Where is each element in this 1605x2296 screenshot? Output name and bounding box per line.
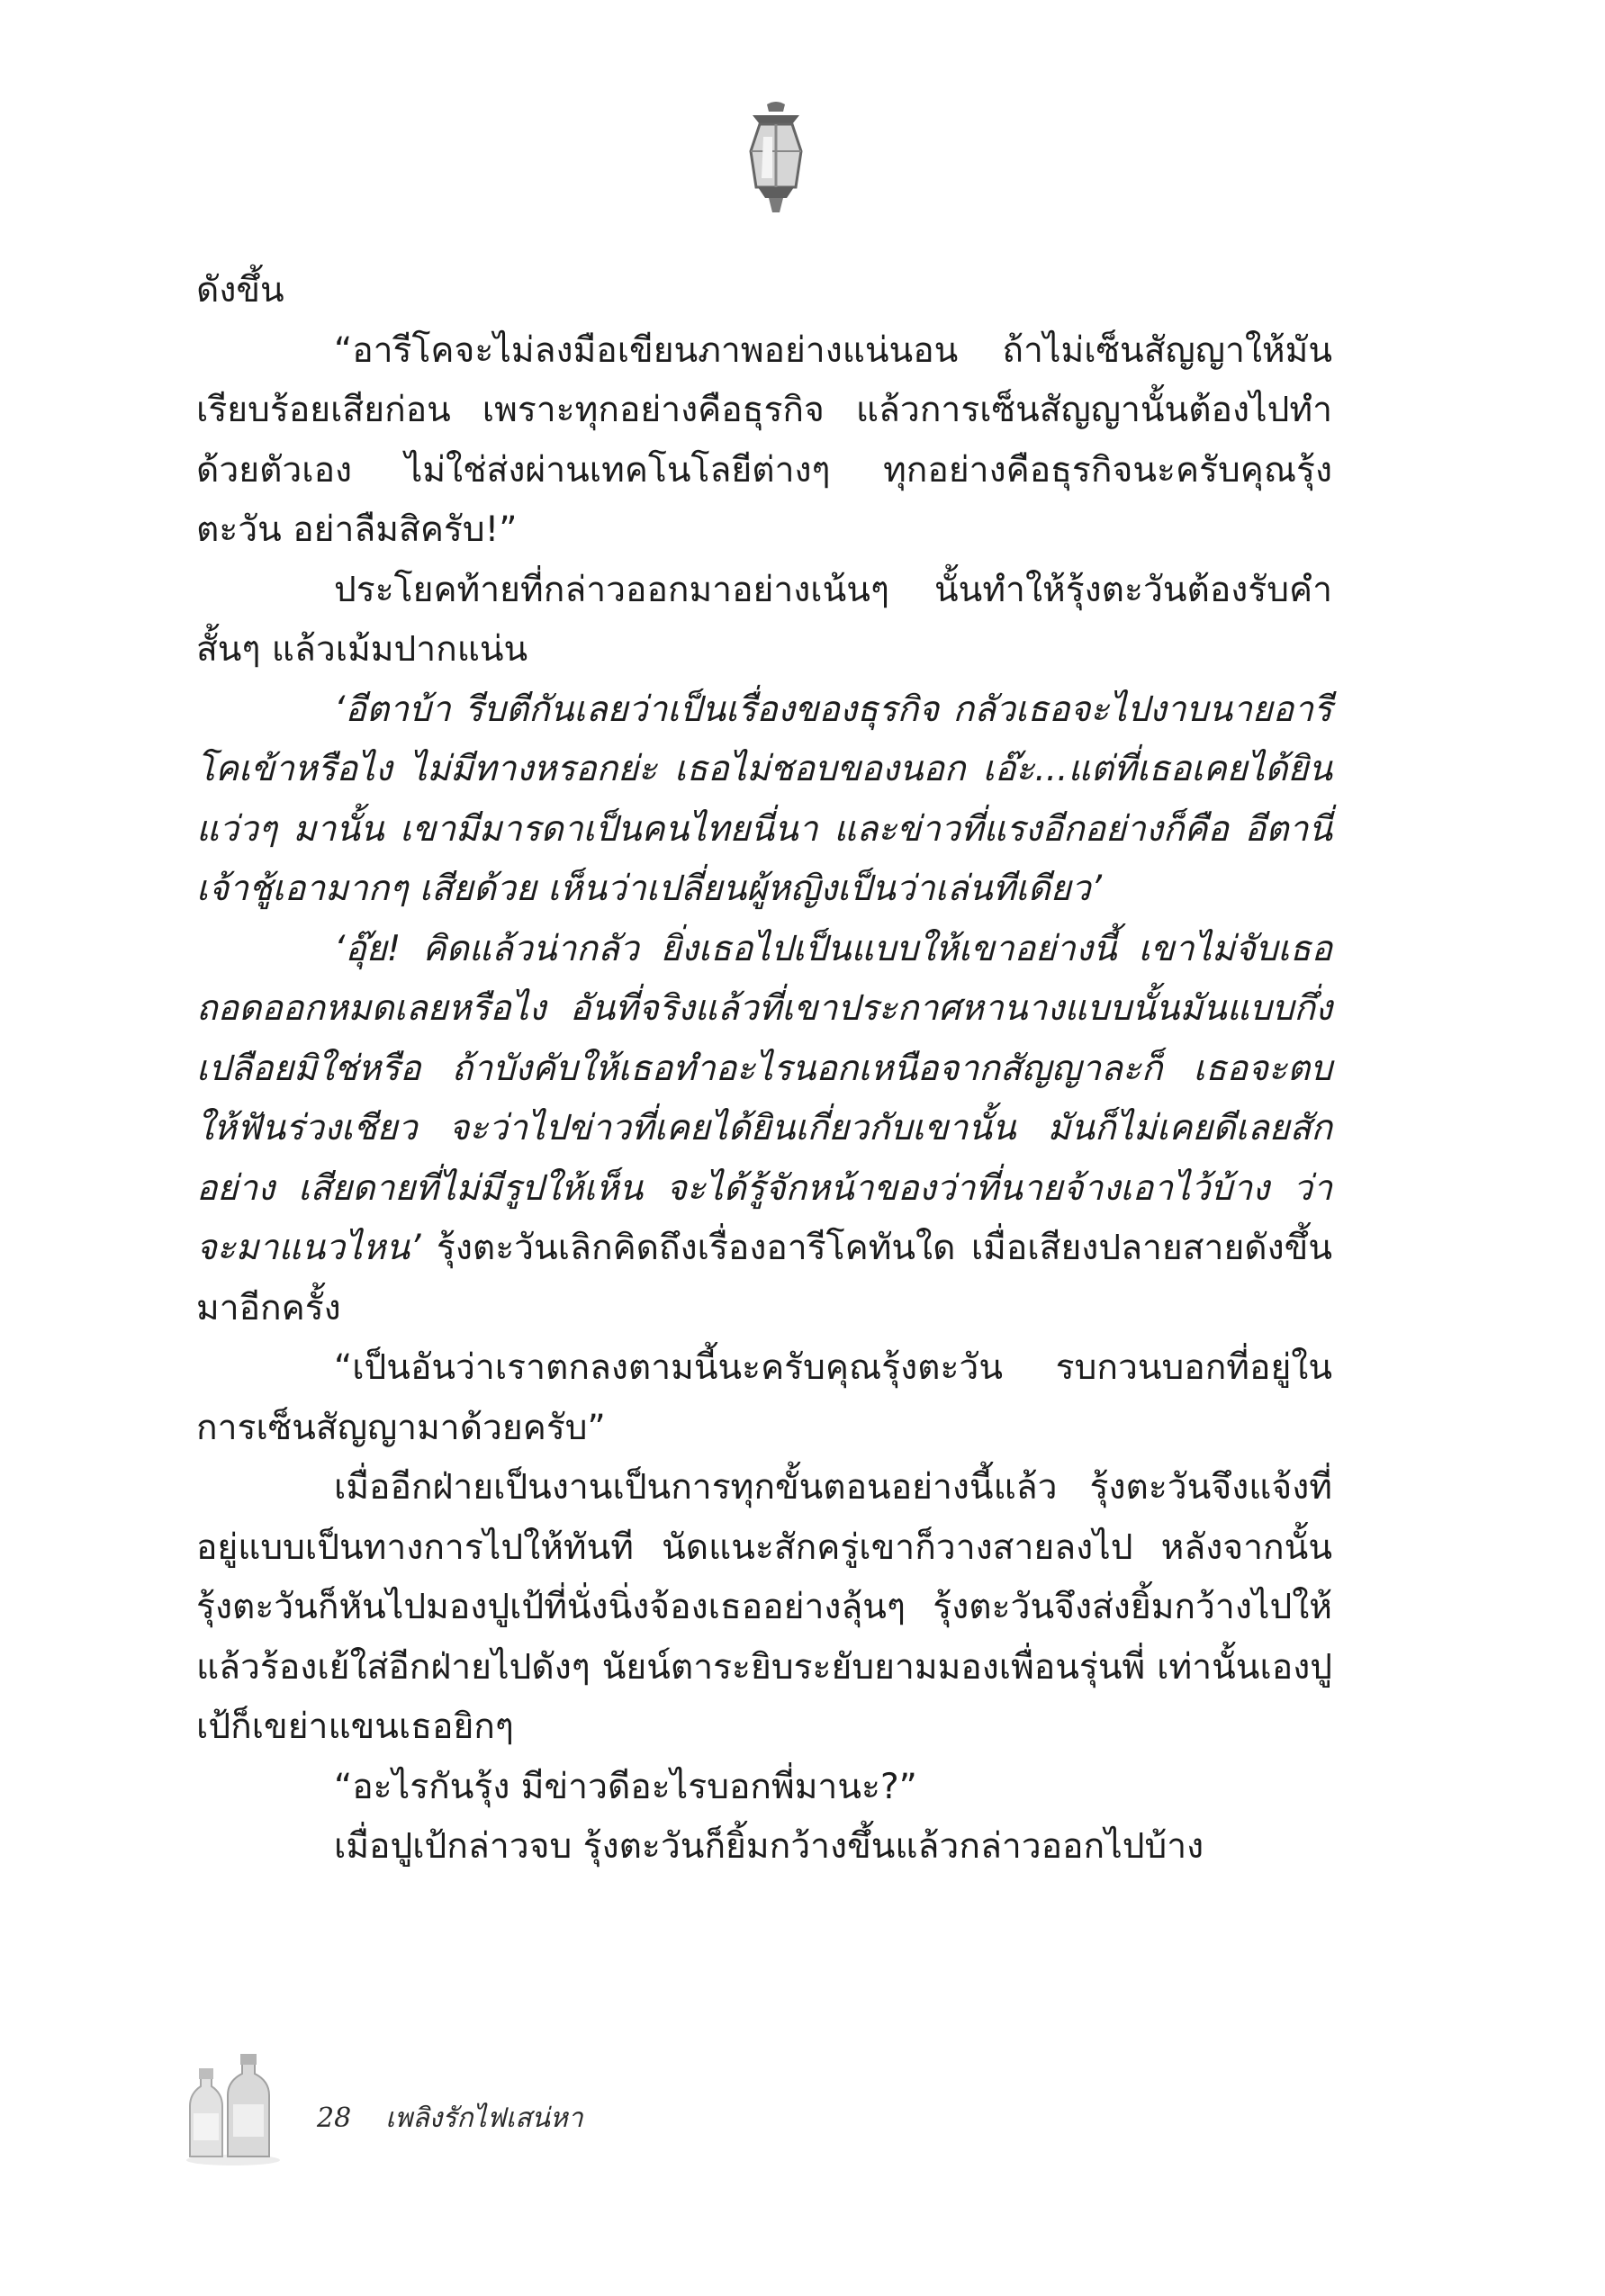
page-footer: [317, 2097, 618, 2139]
body-text: [196, 261, 1332, 1877]
narration-text: รุ้งตะวันเลิกคิดถึงเรื่องอารีโคทันใด เมื่อเสียงปลายสายดังขึ้นมาอีกครั้ง: [196, 1228, 1332, 1328]
thought-text: ‘อุ๊ย! คิดแล้วน่ากลัว ยิ่งเธอไปเป็นแบบให้เขาอย่างนี้ เขาไม่จับเธอถอดออกหมดเลยหรือไง อันที่จริงแล้วที่เขาประกาศหานางแบบนั้นมันแบบกึ่งเปลือยมิใช่หรือ ถ้าบังคับให้เธอทำอะไรนอกเหนือจากสัญญาละก็ เธอจะตบให้ฟันร่วงเชียว จะว่าไปข่าวที่เคยได้ยินเกี่ยวกับเขานั้น มันก็ไม่เคยดีเลยสักอย่าง เสียดายที่ไม่มีรูปให้เห็น จะได้รู้จักหน้าของว่าที่นายจ้างเอาไว้บ้าง ว่าจะมาแนวไหน’: [196, 928, 1332, 1268]
bottles-icon: [185, 2050, 282, 2167]
lantern-icon: [733, 101, 819, 218]
paragraph: เมื่ออีกฝ่ายเป็นงานเป็นการทุกขั้นตอนอย่างนี้แล้ว รุ้งตะวันจึงแจ้งที่อยู่แบบเป็นทางการไปให้ทันที นัดแนะสักครู่เขาก็วางสายลงไป หลังจากนั้นรุ้งตะวันก็หันไปมองปูเป้ที่นั่งนิ่งจ้องเธออย่างลุ้นๆ รุ้งตะวันจึงส่งยิ้มกว้างไปให้ แล้วร้องเย้ใส่อีกฝ่ายไปดังๆ นัยน์ตาระยิบระยับยามมองเพื่อนรุ่นพี่ เท่านั้นเองปูเป้ก็เขย่าแขนเธอยิกๆ: [196, 1467, 1332, 1747]
book-title: เพลิงรักไฟเสน่หา: [385, 2102, 583, 2134]
paragraph: “เป็นอันว่าเราตกลงตามนี้นะครับคุณรุ้งตะวัน รบกวนบอกที่อยู่ในการเซ็นสัญญามาด้วยครับ”: [196, 1347, 1332, 1448]
page-number: 28: [317, 2102, 352, 2134]
paragraph: ประโยคท้ายที่กล่าวออกมาอย่างเน้นๆ นั้นทำให้รุ้งตะวันต้องรับคำสั้นๆ แล้วเม้มปากแน่น: [196, 569, 1332, 670]
paragraph: “อะไรกันรุ้ง มีข่าวดีอะไรบอกพี่มานะ?”: [334, 1766, 917, 1807]
paragraph: ดังขึ้น: [196, 270, 284, 311]
paragraph-thought: ‘อีตาบ้า รีบตีกันเลยว่าเป็นเรื่องของธุรกิจ กลัวเธอจะไปงาบนายอารีโคเข้าหรือไง ไม่มีทางหรอกย่ะ เธอไม่ชอบของนอก เอ๊ะ...แต่ที่เธอเคยได้ยินแว่วๆ มานั้น เขามีมารดาเป็นคนไทยนี่นา และข่าวที่แรงอีกอย่างก็คือ อีตานี่เจ้าชู้เอามากๆ เสียด้วย เห็นว่าเปลี่ยนผู้หญิงเป็นว่าเล่นทีเดียว’: [196, 689, 1332, 909]
paragraph: เมื่อปูเป้กล่าวจบ รุ้งตะวันก็ยิ้มกว้างขึ้นแล้วกล่าวออกไปบ้าง: [334, 1826, 1204, 1867]
paragraph: “อารีโคจะไม่ลงมือเขียนภาพอย่างแน่นอน ถ้าไม่เซ็นสัญญาให้มันเรียบร้อยเสียก่อน เพราะทุกอย่างคือธุรกิจ แล้วการเซ็นสัญญานั้นต้องไปทำด้วยตัวเอง ไม่ใช่ส่งผ่านเทคโนโลยีต่างๆ ทุกอย่างคือธุรกิจนะครับคุณรุ้งตะวัน อย่าลืมสิครับ!”: [196, 329, 1332, 550]
paragraph-thought: [196, 920, 1332, 1339]
